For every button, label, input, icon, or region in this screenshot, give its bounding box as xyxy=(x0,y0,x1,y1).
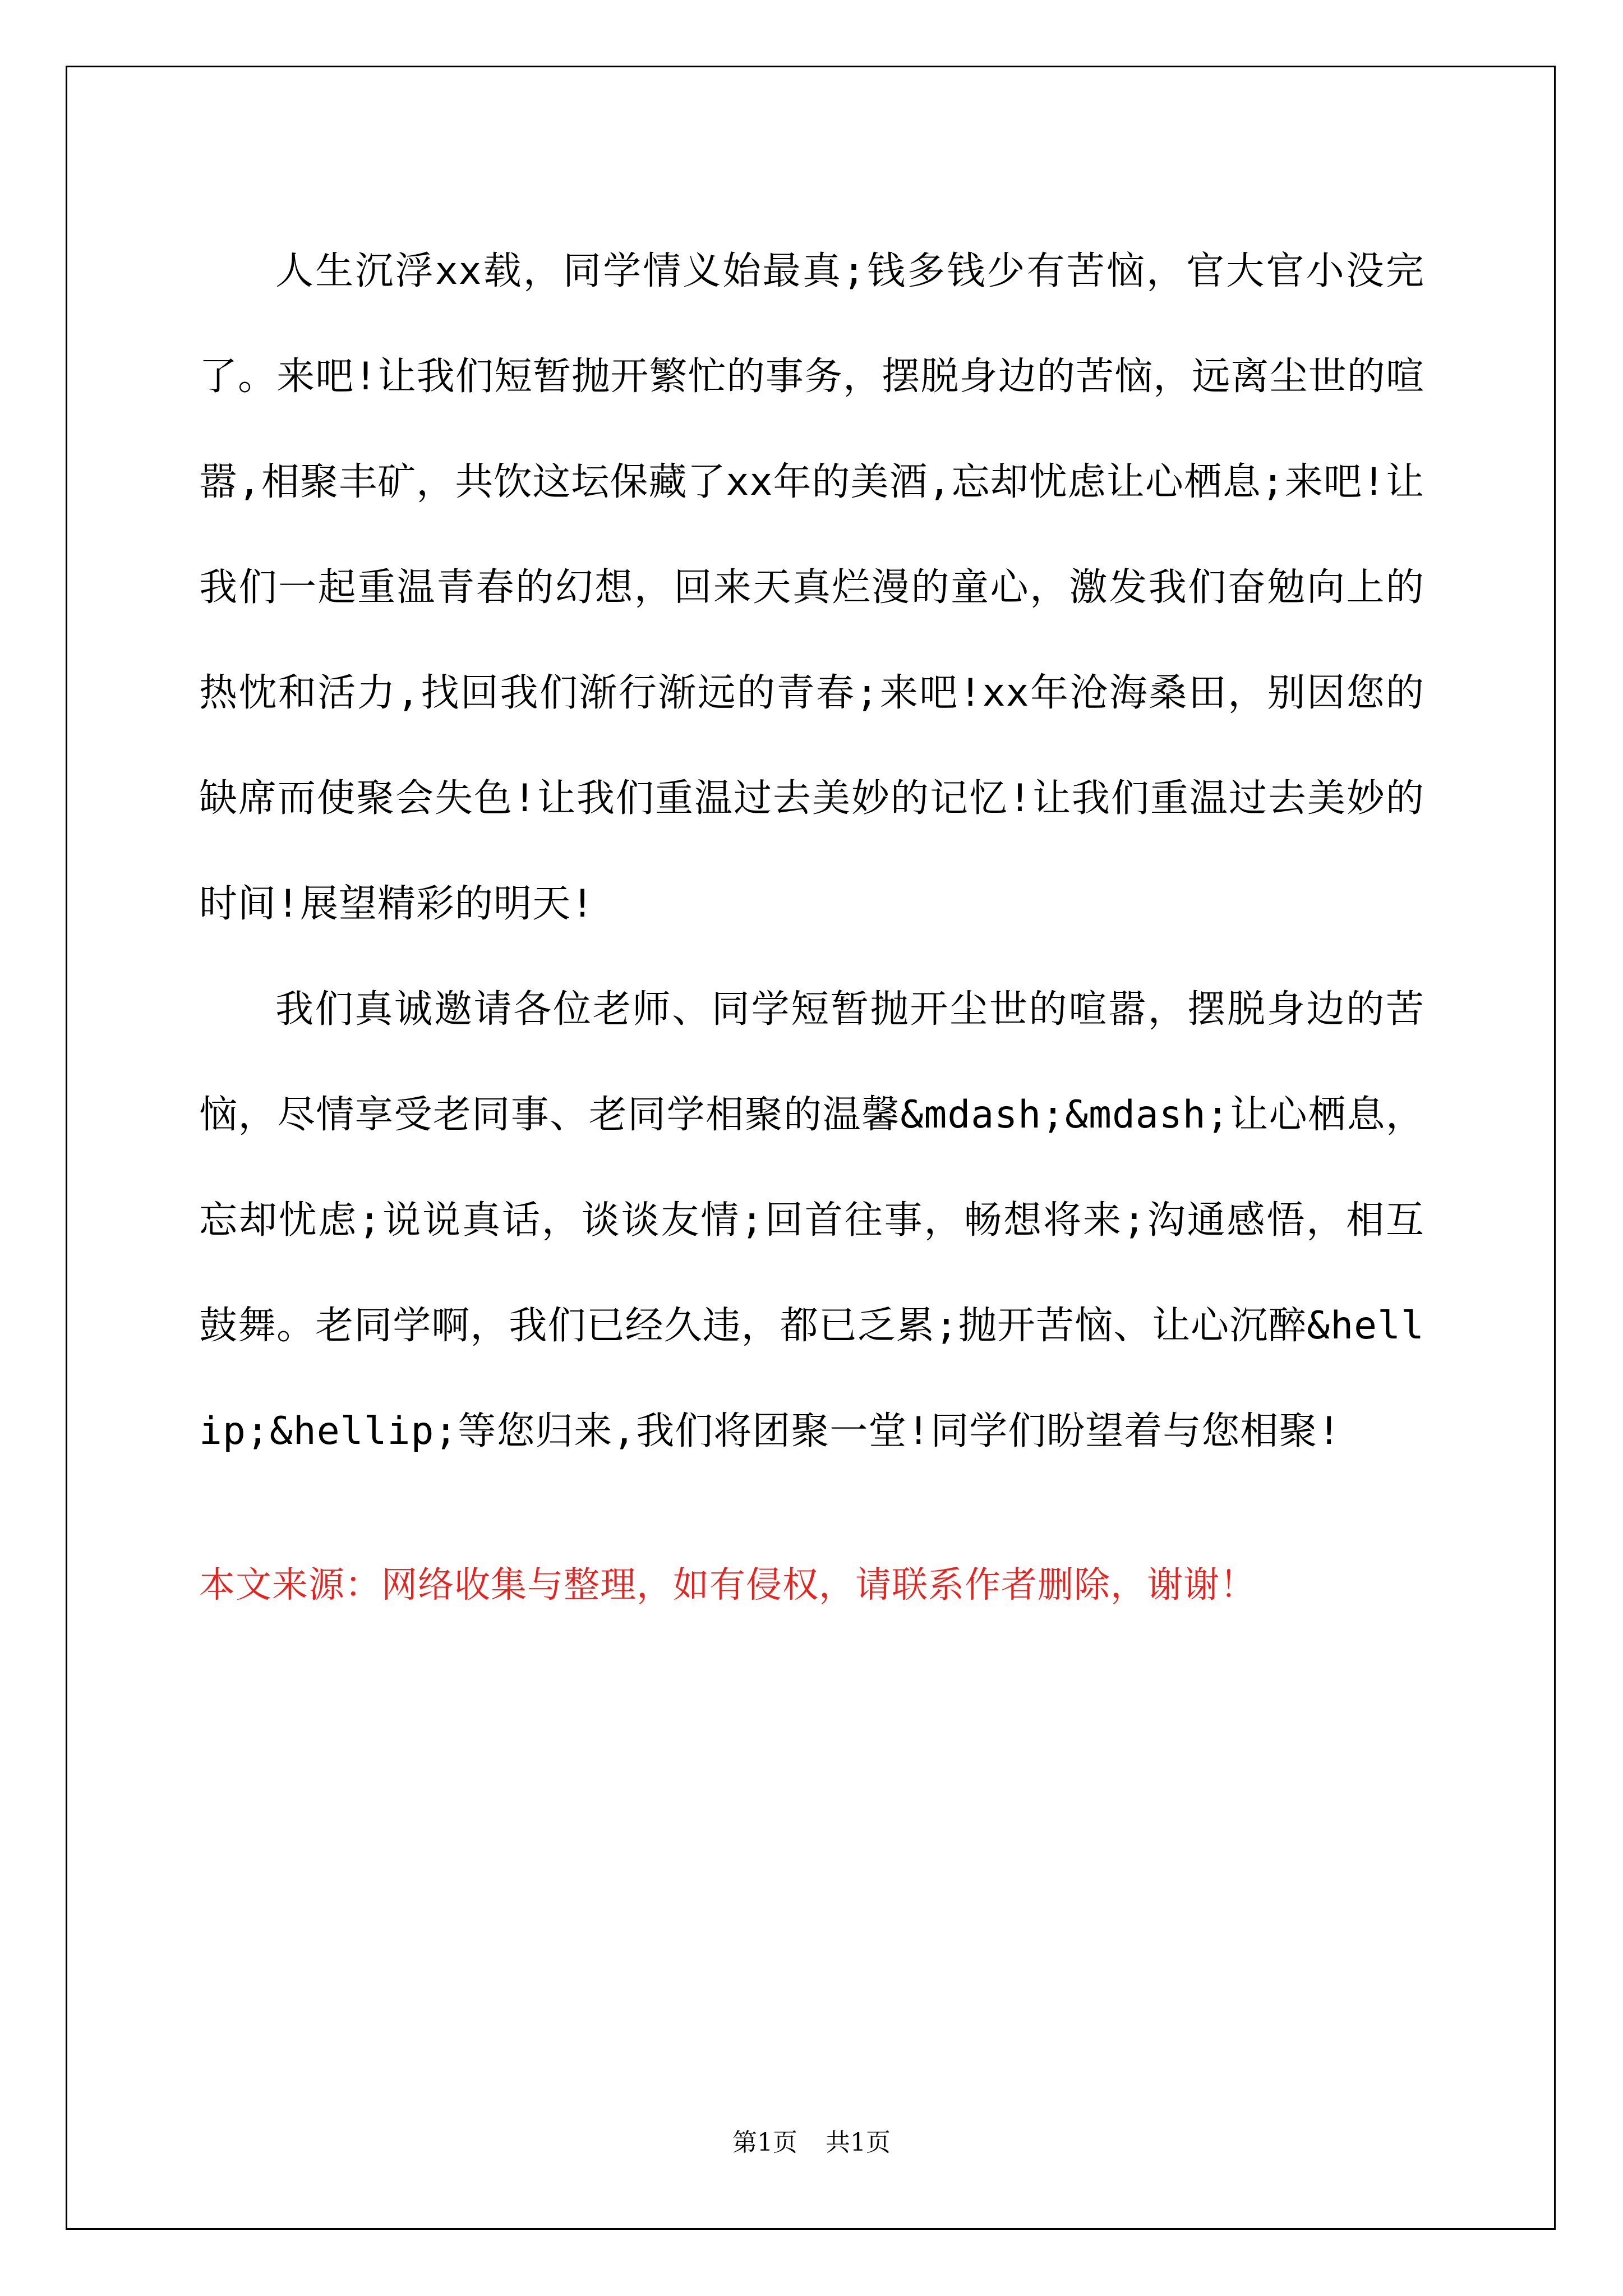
page-number-total: 共1页 xyxy=(826,2128,891,2157)
paragraph-2: 我们真诚邀请各位老师、同学短暂抛开尘世的喧嚣，摆脱身边的苦恼，尽情享受老同事、老同学相聚的温馨&mdash;&mdash;让心栖息，忘却忧虑;说说真话，谈谈友情;回首往事，畅想将来;沟通感悟，相互鼓舞。老同学啊，我们已经久违，都已乏累;抛开苦恼、让心沉醉&hellip;&hellip;等您归来,我们将团聚一堂!同学们盼望着与您相聚! xyxy=(199,987,1424,1453)
page-number-current: 第1页 xyxy=(732,2128,797,2157)
paragraph-1: 人生沉浮xx载，同学情义始最真;钱多钱少有苦恼，官大官小没完了。来吧!让我们短暂抛开繁忙的事务，摆脱身边的苦恼，远离尘世的喧嚣,相聚丰矿，共饮这坛保藏了xx年的美酒,忘却忧虑让心栖息;来吧!让我们一起重温青春的幻想，回来天真烂漫的童心，激发我们奋勉向上的热忱和活力,找回我们渐行渐远的青春;来吧!xx年沧海桑田，别因您的缺席而使聚会失色!让我们重温过去美妙的记忆!让我们重温过去美妙的时间!展望精彩的明天! xyxy=(199,249,1424,926)
page-footer xyxy=(0,2126,1623,2160)
document-body xyxy=(199,219,1424,1613)
source-note: 本文来源：网络收集与整理，如有侵权，请联系作者删除，谢谢！ xyxy=(199,1565,1256,1606)
